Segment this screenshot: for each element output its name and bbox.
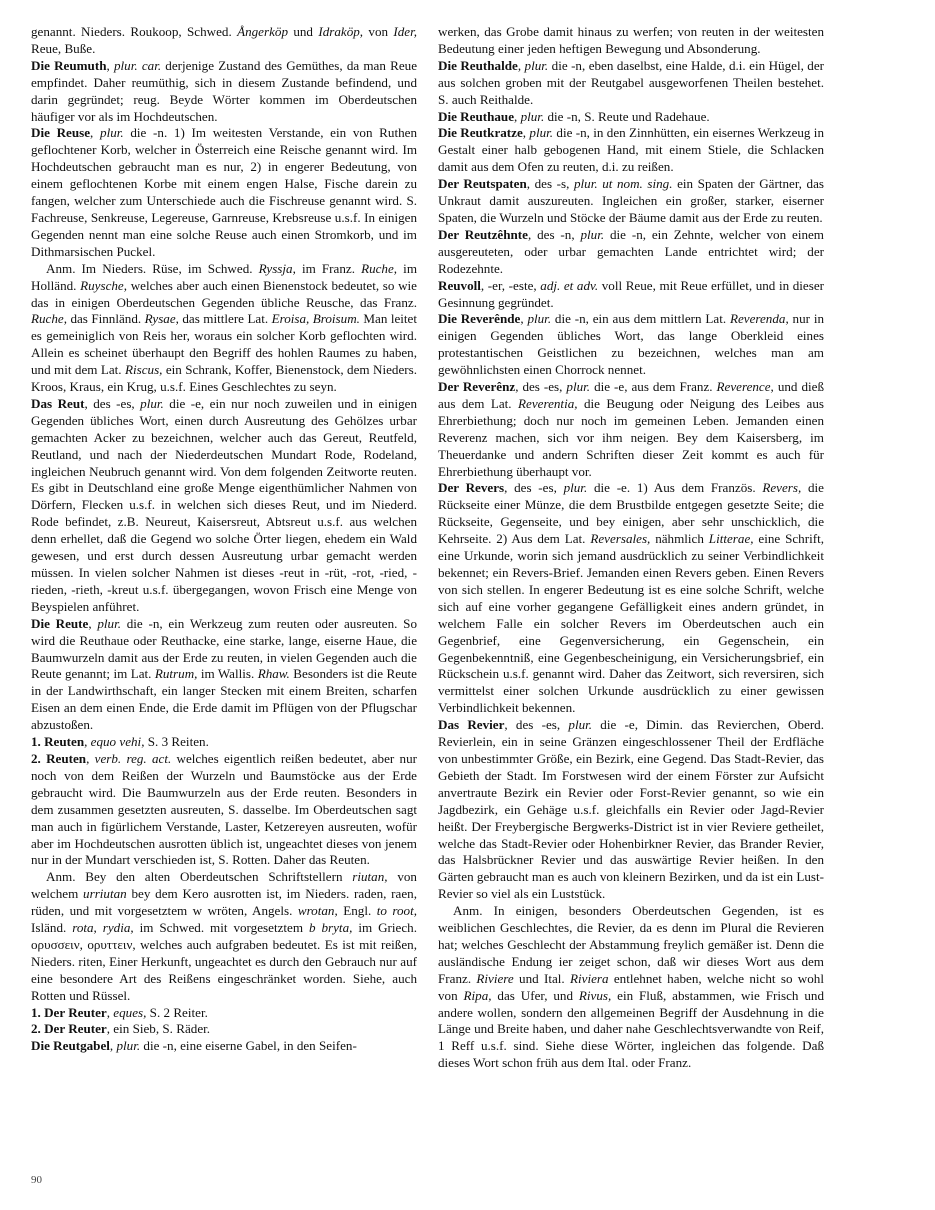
dictionary-entry: [31, 616, 417, 734]
text-run: nähmlich: [650, 531, 709, 547]
italic-term: adj. et adv.: [540, 277, 599, 293]
entry-headword: 2. Reuten: [31, 750, 87, 766]
text-run: Reue, Buße.: [31, 40, 96, 56]
text-run: die -e, ein nur noch zuweilen und in einigen Gegenden übliches Wort, einen durch Ausreutung des Gehölzes urbar gemachten Acker zu bezeichnen, welcher auch das Gereut, Reutfeld, Reutland, und nach der Niederdeutschen Mundart Rode, Rodeland, ingleichen Neubruch genannt wird. Von dem folgenden Zeitworte reuten. Es gibt in Deutschland eine große Menge eigenthümlicher Nahmen von Dörfern, Flecken u.s.f. in welchen sich dieses Reut, und im Niederd. Rode befindet, z.B. Neureut, Kaisersreut, Abtsreut u.s.f. aus welchen denn erhellet, daß die Gegend wo solche Örter liegen, ehedem ein Wald gewesen, und erst durch dessen Ausreutung urbar gemacht werden müssen. In vielen solcher Nahmen ist dieses -reut in -rüt, -rot, -ried, -rieden, -rieth, -kreut u.s.f. übergegangen, wovon Frisch eine Menge von Beyspielen anführet.: [31, 395, 417, 614]
text-column-right: [438, 24, 824, 1072]
text-run: eine Schrift, eine Urkunde, worin sich jemand ausdrücklich zu seiner Verbindlichkeit bekennet; ein Revers-Brief. Jemanden einen Revers geben. Einen Revers von sich stellen. In engerer Bedeutung ist es eine solche Schrift, welche sich auf eine vorher gegangene Gefälligkeit eines andern gründet, in welchem Falle ein solcher Revers im Oberdeutschen auch ein Gegenbrief, eine Gegenversicherung, ein Gegenschein, ein Gegenbekenntniß, eine Gegenbescheinigung, ein Versicherungsbrief, ein Rückschein u.s.f. genannt wird. Daher das Zeitwort, sich reversiren, sich vermittelst einer solchen Urkunde ausdrücklich zu einer gewissen Verbindlichkeit bekennen.: [438, 531, 824, 716]
text-run: im Franz.: [295, 260, 362, 276]
dictionary-entry: [438, 480, 824, 717]
dictionary-entry: [31, 1005, 417, 1022]
entry-headword: Die Reutgabel: [31, 1038, 110, 1054]
dictionary-entry: [31, 396, 417, 616]
text-run: Engl.: [337, 903, 377, 919]
text-run: , -er, -este,: [480, 277, 541, 293]
text-run: , des -n,: [527, 226, 581, 242]
entry-headword: Die Reuse: [31, 125, 91, 141]
dictionary-entry: [31, 1038, 417, 1055]
entry-headword: Die Reutkratze: [438, 125, 523, 141]
italic-term: wrotan,: [297, 903, 338, 919]
text-run: ein Spaten der Gärtner, das Unkraut damit auszureuten. Ingleichen ein großer, starker, eiserner Spaten, die Wurzeln und Stöcke der Bäume damit aus der Erde zu reuten.: [438, 176, 824, 225]
text-run: entlehnet haben, welche nicht so wohl von: [438, 970, 824, 1003]
text-run: die -n, in den Zinnhütten, ein eisernes Werkzeug in Gestalt einer halb gebogenen Hand, mit einem Stiele, die Schlacken damit aus dem Ofen zu reuten, d.i. zu reißen.: [438, 125, 824, 175]
text-run: die -n, eine eiserne Gabel, in den Seifen-: [140, 1038, 357, 1054]
text-run: ,: [106, 1004, 114, 1020]
italic-term: plur.: [100, 125, 124, 141]
italic-term: equo vehi,: [90, 734, 145, 750]
dictionary-entry: [438, 379, 824, 480]
text-run: ,: [522, 125, 530, 141]
italic-term: plur.: [529, 125, 554, 141]
italic-term: Idraköp,: [318, 24, 364, 39]
entry-headword: Der Reutzêhnte: [438, 226, 528, 242]
entry-headword: Die Reumuth: [31, 57, 107, 73]
italic-term: Rivus,: [578, 987, 612, 1003]
text-run: und: [288, 24, 319, 39]
italic-term: Ruche,: [31, 311, 67, 327]
italic-term: plur.: [97, 615, 122, 631]
text-run: ,: [90, 125, 101, 141]
text-run: ,: [514, 108, 521, 124]
text-run: , ein Sieb, S. Räder.: [106, 1021, 211, 1037]
text-run: die Beugung oder Neigung des Leibes aus Ehrerbiethung; doch nur noch im gemeinen Leben. Jemanden einen Reverenz machen, sich vor ihm neigen. Bey dem Kaisersberg, im Theuerdanke und andern Schriften dieser Zeit kommt es auch für Ehrerbiethung überhaupt vor.: [438, 395, 825, 479]
text-run: ,: [86, 750, 95, 766]
text-run: die -n, ein aus dem mittlern Lat.: [551, 311, 730, 327]
text-run: , des -s,: [526, 176, 574, 192]
italic-term: verb. reg. act.: [94, 750, 172, 766]
entry-headword: Die Reute: [31, 615, 89, 631]
text-run: Isländ.: [31, 920, 73, 936]
italic-term: Reverentia,: [518, 395, 578, 411]
text-run: S. 2 Reiter.: [146, 1004, 208, 1020]
text-run: die -n. 1) Im weitesten Verstande, ein von Ruthen geflochtener Korb, welcher in Österreich eine Reische genannt wird. Im Hochdeutschen gebraucht man es nur, 2) in engerer Bedeutung, von einem geflochtenen Korbe mit einem engen Halse, Fische darein zu fangen, welcher zum Unterschiede auch die Fischreuse genannt wird. S. Fachreuse, Senkreuse, Legereuse, Garnreuse, Krebsreuse u.s.f. In einigen Gegenden nennt man eine solche Reuse auch einen Stromkorb, und im Dithmarsischen Puckel.: [31, 125, 418, 259]
text-run: ,: [106, 57, 114, 73]
italic-term: Riscus,: [124, 362, 163, 378]
text-run: , des -es,: [504, 480, 564, 496]
text-run: Anm. Im Nieders. Rüse, im Schwed.: [46, 260, 259, 276]
text-run: das mittlere Lat.: [178, 311, 272, 327]
italic-term: Ripa,: [463, 987, 492, 1003]
text-run: von: [363, 24, 394, 39]
text-run: die Rückseite einer Münze, die dem Brustbilde entgegen gesetzte Seite; die Rückseite, Gegenseite, und bey einigen, aber sehr unschicklich, die Kehrseite. 2) Aus dem Lat.: [438, 480, 824, 547]
italic-term: Ångerköp: [237, 24, 288, 39]
text-paragraph: [31, 24, 417, 58]
dictionary-entry: [438, 227, 824, 278]
text-run: bey dem Kero ausrotten ist, im Nieders. raden, raen, rüden, und mit vorgesetztem w wröten, Angels.: [31, 886, 417, 919]
italic-term: b bryta,: [308, 920, 353, 936]
dictionary-entry: [438, 176, 824, 227]
italic-term: riutan,: [352, 869, 388, 885]
italic-term: urriutan: [83, 886, 127, 902]
italic-term: Reversales,: [590, 531, 651, 547]
text-run: ,: [109, 1038, 117, 1054]
dictionary-entry: [438, 717, 824, 903]
entry-headword: Der Reverênz: [438, 379, 516, 395]
entry-headword: Das Revier: [438, 717, 505, 733]
entry-headword: 1. Der Reuter: [31, 1004, 107, 1020]
dictionary-entry: [31, 734, 417, 751]
italic-term: plur.: [568, 717, 593, 733]
dictionary-entry: [31, 751, 417, 869]
text-run: das Finnländ.: [67, 311, 145, 327]
text-run: im Holländ.: [31, 260, 418, 293]
italic-term: Rysae,: [144, 311, 179, 327]
text-run: und dieß aus dem Lat.: [438, 379, 825, 411]
entry-headword: Die Reverênde: [438, 311, 521, 327]
dictionary-entry: [31, 125, 417, 260]
text-run: die -n, eben daselbst, eine Halde, d.i. ein Hügel, der aus solchen groben mit der Reutgabel ausgeworfenen Theilen bestehet. S. auch Reithalde.: [438, 57, 825, 107]
text-paragraph: [31, 261, 417, 396]
entry-headword: Reuvoll: [438, 277, 481, 293]
text-run: genannt. Nieders. Roukoop, Schwed.: [31, 24, 238, 39]
text-run: , des -es,: [504, 717, 569, 733]
dictionary-entry: [31, 1021, 417, 1038]
text-run: und Ital.: [513, 970, 570, 986]
text-run: von welchem: [31, 869, 417, 902]
entry-headword: 2. Der Reuter: [31, 1021, 107, 1037]
text-run: im Wallis.: [197, 666, 258, 682]
italic-term: plur.: [116, 1038, 141, 1054]
italic-term: plur.: [527, 311, 552, 327]
text-run: werken, das Grobe damit hinaus zu werfen; von reuten in der weitesten Bedeutung einer jeden heftigen Bewegung und Absonderung.: [438, 24, 824, 56]
text-run: das Ufer, und: [491, 987, 579, 1003]
dictionary-entry: [438, 58, 824, 109]
italic-term: plur.: [580, 226, 605, 242]
italic-term: Revers,: [762, 480, 802, 496]
text-run: Besonders ist die Reute in der Landwirthschaft, ein langer Stecken mit einem Breiten, scharfen Eisen an dem einen Ende, die Erde damit im Pflügen von der Pflugschar abzustoßen.: [31, 666, 417, 733]
text-run: S. 3 Reiten.: [144, 734, 209, 750]
text-run: die -e, aus dem Franz.: [590, 379, 717, 395]
text-run: ,: [84, 734, 91, 750]
text-run: ,: [520, 311, 528, 327]
text-run: voll Reue, mit Reue erfüllet, und in dieser Gesinnung gegründet.: [438, 277, 824, 310]
dictionary-entry: [438, 125, 824, 176]
italic-term: to root,: [376, 903, 417, 919]
text-run: Anm. In einigen, besonders Oberdeutschen Gegenden, ist es weiblichen Geschlechtes, die Revier, da es denn im Plural die Revieren hat; welches Geschlecht der Abstammung freylich gemäßer ist. Denn die ausländische Endung ier zeiget schon, daß wir dieses Wort aus dem Franz.: [438, 903, 824, 986]
italic-term: Riviere: [476, 970, 514, 986]
italic-term: plur.: [140, 395, 164, 411]
text-run: die -e. 1) Aus dem Französ.: [587, 480, 763, 496]
text-run: im Griech. ορυσσειν, ορυττειν, welches auch aufgraben bedeutet. Es ist mit reißen, Nieders. riten, Einer Herkunft, ungeachtet es durch den Gebrauch nur auf eine besondere Art des Reißens eingeschränket worden. Siehe, auch Rotten und Rüssel.: [31, 920, 417, 1003]
italic-term: plur.: [566, 379, 591, 395]
text-run: ,: [517, 57, 525, 73]
text-run: die -n, ein Werkzeug zum reuten oder ausreuten. So wird die Reuthaue oder Reuthacke, eine starke, lange, eiserne Haue, die Baumwurzeln damit aus der Erde zu reuten, in vielen Gegenden auch die Reute genannt; im Lat.: [31, 615, 417, 682]
text-run: nur in einigen Gegenden übliches Wort, das lange Oberkleid eines protestantischen Geistlichen zu bezeichnen, welches man am gewöhnlichsten einen Chorrock nennet.: [438, 311, 824, 378]
entry-headword: Der Revers: [438, 480, 505, 496]
italic-term: Ider,: [393, 24, 418, 39]
entry-headword: Der Reutspaten: [438, 176, 527, 192]
text-run: die -e, Dimin. das Revierchen, Oberd. Revierlein, ein in seine Gränzen eingeschlossener Theil der Erdfläche von unbestimmter Größe, ein Bezirk, eine Gegend. Das Stadt-Revier, das Gebieth der Stadt. Im Forstwesen wird der einem Förster zur Aufsicht anvertraute Bezirk ein Revier oder Forst-Revier genannt, so wie ein Jagdbezirk, ein Gehäge u.s.f. gleichfalls ein Revier oder Jagd-Revier heißt. Der Freybergische Bergwerks-District ist in vier Reviere getheilet, welche das Stadt-Revier oder Hohenbirkner Revier, das Brander Revier, das Halsbrückner Revier und das auswärtige Revier heißen. In den Gärten gebraucht man es auch von kleinern Bezirken, und da ist ein Lust-Revier so viel als ein Luststück.: [438, 717, 824, 902]
italic-term: Reverenda,: [729, 311, 789, 327]
entry-headword: 1. Reuten: [31, 734, 85, 750]
text-run: ein Fluß, abstammen, wie Frisch und andere wollen, sondern den allgemeinen Begriff der Ausdehnung in die Länge und Breite haben, und daher nahe Geschlechtsverwandte von Reif, 1 Reff u.s.f. sind. Siehe diese Wörter, ingleichen das folgende. Daß dieses Wort schon früh aus dem Ital. oder Franz.: [438, 987, 824, 1071]
text-run: Man leitet es gemeiniglich von Reis her, woraus ein solcher Korb geflochten wird. Allein es scheinet überhaupt den Begriff des hohlen Raumes zu haben, und mit dem Lat.: [31, 311, 417, 378]
italic-term: Ruysche,: [80, 277, 128, 293]
text-paragraph: [438, 24, 824, 58]
italic-term: Reverence,: [716, 379, 774, 395]
text-run: im Schwed. mit vorgesetztem: [133, 920, 309, 936]
italic-term: Eroisa, Broisum.: [271, 311, 360, 327]
italic-term: Rhaw.: [257, 666, 290, 682]
text-run: , des -es,: [84, 395, 141, 411]
page-number: 90: [31, 1174, 42, 1186]
entry-headword: Das Reut: [31, 395, 85, 411]
italic-term: plur.: [524, 57, 549, 73]
text-run: , des -es,: [515, 379, 567, 395]
text-run: Anm. Bey den alten Oberdeutschen Schriftstellern: [46, 869, 353, 885]
entry-headword: Die Reuthalde: [438, 57, 518, 73]
italic-term: plur.: [563, 480, 588, 496]
text-run: welches eigentlich reißen bedeutet, aber nur noch von dem Reißen der Wurzeln und Baumstöcke aus der Erde gebraucht wird. Die Baumwurzeln aus der Erde reuten. Besonders in dem zusammen gesetzten ausreuten, S. dasselbe. Im Oberdeutschen sagt man auch in figürlichem Verstande, Laster, Ketzereyen ausreuten, wofür aber im Hochdeutschen ausrotten üblich ist, ungeachtet dieses von jenem nur in der Mundart verschieden ist, S. Rotten. Daher das Reuten.: [31, 750, 417, 868]
italic-term: plur.: [520, 108, 545, 124]
text-paragraph: [31, 869, 417, 1004]
text-run: die -n, S. Reute und Radehaue.: [544, 108, 710, 124]
text-paragraph: [438, 903, 824, 1072]
text-run: welches aber auch einen Bienenstock bedeutet, so wie das in einigen Oberdeutschen Gegenden übliche Reusche, das Franz.: [31, 277, 417, 310]
dictionary-entry: [438, 311, 824, 379]
dictionary-entry: [31, 58, 417, 126]
text-column-left: [31, 24, 417, 1055]
italic-term: plur. ut nom. sing.: [573, 176, 673, 192]
dictionary-entry: [438, 278, 824, 312]
text-run: ,: [88, 615, 98, 631]
dictionary-entry: [438, 109, 824, 126]
text-run: derjenige Zustand des Gemüthes, da man Reue empfindet. Daher reumüthig, sich in diesem Zustande befindend, und darin gegründet; reug. Beyde Wörter kommen im Oberdeutschen häufiger vor als im Hochdeutschen.: [31, 57, 418, 124]
entry-headword: Die Reuthaue: [438, 108, 515, 124]
italic-term: Riviera: [570, 970, 609, 986]
italic-term: rota, rydia,: [72, 920, 134, 936]
text-run: ein Schrank, Koffer, Bienenstock, dem Nieders. Kroos, Kraus, ein Krug, u.s.f. Eines Geschlechtes zu seyn.: [31, 362, 417, 395]
italic-term: Ruche,: [361, 260, 398, 276]
italic-term: plur. car.: [113, 57, 162, 73]
italic-term: eques,: [113, 1004, 147, 1020]
text-run: die -n, ein Zehnte, welcher von einem ausgereuteten, oder urbar gemachten Lande entrichtet wird; der Rodezehnte.: [438, 226, 824, 276]
italic-term: Rutrum,: [154, 666, 198, 682]
italic-term: Ryssja,: [258, 260, 296, 276]
italic-term: Litterae,: [708, 531, 754, 547]
